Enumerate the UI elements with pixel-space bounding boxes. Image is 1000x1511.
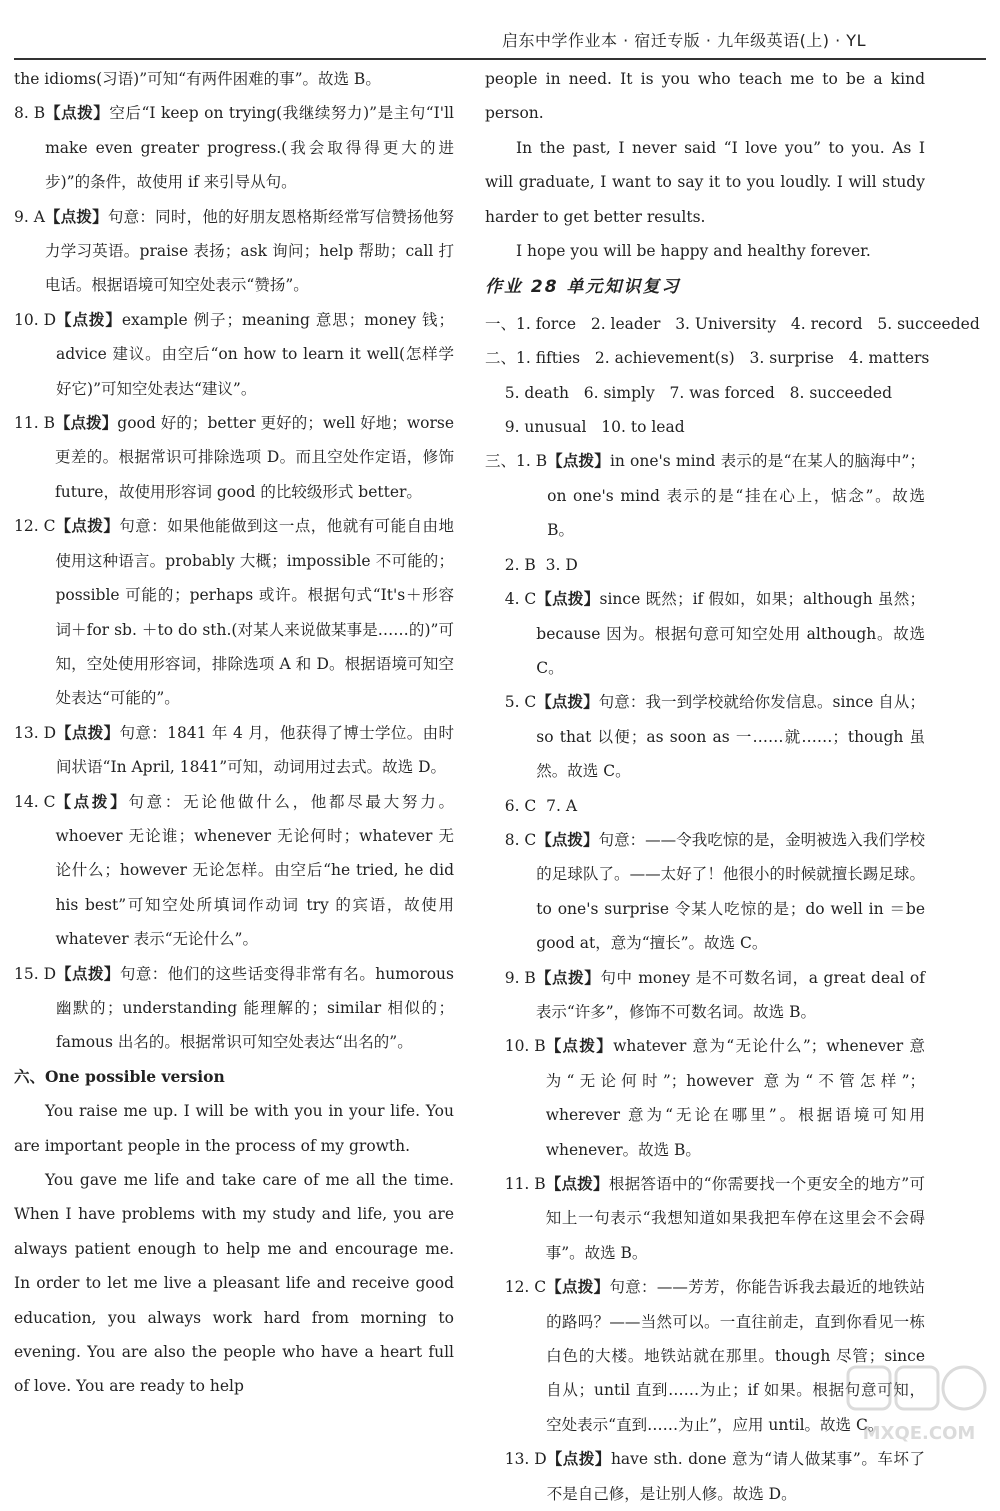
tip-label: 【点拨】: [55, 792, 129, 811]
answer-explanation: [546, 1167, 925, 1270]
right-column: [485, 62, 980, 1503]
answer-item: [485, 823, 925, 961]
explanation-text: 根据答语中的“你需要找一个更安全的地方”可知上一句表示“我想知道如果我把车停在这里会不会碍事”。故选 B。: [545, 1175, 925, 1262]
answer-number: 5. C: [485, 693, 537, 712]
explanation-text: example 例子；meaning 意思；money 钱；advice 建议。由空后“on how to learn it well(怎样学好它)”可知空处表达“建议”。: [56, 310, 454, 398]
answer-item: [485, 444, 925, 547]
page-header: [14, 0, 986, 60]
answer-explanation: [536, 823, 925, 961]
tip-label: 【点拨】: [546, 1278, 610, 1297]
answer-number: 6. C 7. A: [485, 796, 578, 815]
answer-explanation: [547, 1442, 925, 1511]
explanation-text: good 好的；better 更好的；well 好地；worse 更差的。根据常识可排除选项 D。而且空处作定语，修饰 future，故使用形容词 good 的比较级形式 better。: [54, 414, 454, 501]
tip-label: 【点拨】: [45, 104, 110, 123]
tip-label: 【点拨】: [536, 693, 599, 712]
explanation-text: 句意：——芳芳，你能告诉我去最近的地铁站的路吗？——当然可以。一直往前走，直到你看见一栋白色的大楼。地铁站就在那里。though 尽管；since 自从；until 直到……为止；if 如果。根据句意可知，空处表示“直到……为止”，应用 until。故选 C。: [546, 1278, 925, 1434]
explanation-text: since 既然；if 假如，如果；although 虽然；because 因为。根据句意可知空处用 although。故选 C。: [536, 590, 925, 677]
explanation-text: 空后“I keep on trying(我继续努力)”是主句“I'll make even greater progress.(我会取得得更大的进步)”的条件，故使用 if 来引导从句。: [45, 104, 454, 192]
svg-text:MXQE.COM: MXQE.COM: [862, 1423, 976, 1444]
answer-item: [14, 957, 454, 1060]
section1-answers: 一、1. force 2. leader 3. University 4. record 5. succeeded: [485, 314, 980, 333]
answer-item: [14, 716, 454, 785]
answer-number: 9. B: [485, 968, 536, 987]
answer-item: [485, 1029, 925, 1167]
answer-explanation: [536, 961, 925, 1030]
answer-number: 8. B: [14, 104, 46, 123]
answer-item: [14, 406, 454, 509]
section6-label: 六、One possible version: [14, 1066, 225, 1086]
answer-explanation: [536, 685, 925, 788]
answer-number: 11. B: [485, 1175, 546, 1193]
answer-explanation: [55, 509, 454, 715]
essay-paragraph-3: In the past, I never said “I love you” to you. As I will graduate, I want to say it to you loudly. I will study harder to get better results.: [485, 138, 925, 226]
explanation-text: 句意：他们的这些话变得非常有名。humorous 幽默的；understanding 能理解的；similar 相似的；famous 出名的。根据常识可知空处表达“出名的”。: [56, 964, 454, 1052]
section2-answers-a: 二、1. fifties 2. achievement(s) 3. surprise 4. matters: [485, 349, 930, 368]
answer-item: [14, 303, 454, 406]
answer-item: [14, 509, 454, 715]
answer-item: [485, 1167, 925, 1270]
tip-label: 【点拨】: [536, 830, 599, 849]
answer-item: [485, 789, 925, 823]
answer-item: [14, 200, 454, 303]
homework-title: 作业 28 单元知识复习: [485, 277, 681, 298]
answer-number: 13. D: [485, 1450, 547, 1469]
explanation-text: in one's mind 表示的是“在某人的脑海中”；on one's mind 表示的是“挂在心上，惦念”。故选 B。: [547, 452, 925, 540]
explanation-text: 句意：我一到学校就给你发信息。since 自从；so that 以便；as soon as 一……就……；though 虽然。故选 C。: [536, 693, 925, 781]
left-answer-list: [14, 96, 454, 1059]
section2-answers-b: 5. death 6. simply 7. was forced 8. succeeded: [485, 383, 893, 402]
answer-number: 15. D: [14, 964, 57, 983]
explanation-text: have sth. done 意为“请人做某事”。车坏了不是自己修，是让别人修。故选 D。: [546, 1450, 925, 1503]
answer-number: 11. B: [14, 414, 55, 433]
answer-explanation: [547, 444, 925, 547]
answer-explanation: [546, 1029, 925, 1167]
answer-explanation: [577, 789, 925, 823]
answer-explanation: [56, 303, 454, 406]
answer-explanation: [536, 582, 925, 685]
answer-number: 9. A: [14, 207, 45, 226]
tip-label: 【点拨】: [54, 414, 118, 433]
essay-paragraph-2: You gave me life and take care of me all the time. When I have problems with my study and life, you are always patient enough to help me and encourage me. In order to let me live a pleasant life and receive good education, you always work hard from morning to evening. You are also the people who have a heart full of love. You are ready to help: [14, 1171, 454, 1396]
answer-explanation: [56, 716, 454, 785]
explanation-text: 句意：1841 年 4 月，他获得了博士学位。由时间状语“In April, 1841”可知，动词用过去式。故选 D。: [56, 723, 454, 777]
answer-item: [14, 96, 454, 199]
left-column: [14, 62, 454, 1451]
essay-paragraph-1: You raise me up. I will be with you in your life. You are important people in the process of my growth.: [14, 1102, 454, 1155]
watermark-logo: [844, 1359, 994, 1447]
answer-explanation: [45, 96, 454, 199]
answer-item: [485, 1442, 925, 1511]
essay-continuation: people in need. It is you who teach me to be a kind person.: [485, 70, 925, 123]
section3-answer-list: [485, 444, 925, 1511]
tip-label: 【点拨】: [535, 968, 601, 987]
tip-label: 【点拨】: [546, 1450, 611, 1469]
answer-number: 4. C: [485, 590, 537, 609]
header-title: 启东中学作业本 · 宿迁专版 · 九年级英语(上) · YL: [502, 31, 866, 50]
answer-number: 12. C: [14, 517, 56, 536]
section2-answers-c: 9. unusual 10. to lead: [485, 418, 685, 437]
answer-explanation: [45, 200, 454, 303]
tip-label: 【点拨】: [56, 310, 122, 329]
answer-number: 12. C: [485, 1278, 547, 1297]
tip-label: 【点拨】: [55, 517, 120, 536]
tip-label: 【点拨】: [56, 964, 120, 983]
answer-item: [14, 785, 454, 957]
explanation-text: 句意：无论他做什么，他都尽最大努力。whoever 无论谁；whenever 无论何时；whatever 无论什么；however 无论怎样。由空后“he tried, he did his best”可知空处所填词作动词 try 的宾语，故使用 whatever 表示“无论什么”。: [55, 792, 454, 949]
tip-label: 【点拨】: [536, 590, 600, 609]
tip-label: 【点拨】: [545, 1037, 614, 1056]
answer-number: 10. B: [485, 1037, 546, 1056]
answer-item: [485, 685, 925, 788]
explanation-text: 句意：——令我吃惊的是，金明被选入我们学校的足球队了。——太好了！他很小的时候就擅长踢足球。to one's surprise 令某人吃惊的是；do well in ＝be good at，意为“擅长”。故选 C。: [536, 830, 925, 953]
tip-label: 【点拨】: [56, 723, 120, 742]
answer-explanation: [578, 548, 925, 582]
answer-number: 三、1. B: [485, 452, 548, 471]
answer-item: [485, 548, 925, 582]
answer-number: 8. C: [485, 830, 537, 849]
answer-explanation: [55, 785, 454, 957]
answer-explanation: [56, 957, 454, 1060]
tip-label: 【点拨】: [547, 452, 610, 471]
answer-item: [485, 582, 925, 685]
answer-number: 2. B 3. D: [485, 555, 578, 574]
answer-number: 13. D: [14, 723, 57, 742]
answer-item: [485, 961, 925, 1030]
explanation-text: 句意：如果他能做到这一点，他就有可能自由地使用这种语言。probably 大概；impossible 不可能的；possible 可能的；perhaps 或许。根据句式“It's＋形容词＋for sb. ＋to do sth.(对某人来说做某事是……的)”可知，空处使用形容词，排除选项 A 和 D。根据语境可知空处表达“可能的”。: [55, 517, 454, 708]
answer-explanation: [55, 406, 454, 509]
answer-number: 10. D: [14, 310, 57, 329]
tip-label: 【点拨】: [545, 1175, 609, 1193]
left-intro: the idioms(习语)”可知“有两件困难的事”。故选 B。: [14, 70, 381, 88]
explanation-text: whatever 意为“无论什么”；whenever 意为“无论何时”；however 意为“不管怎样”；wherever 意为“无论在哪里”。根据语境可知用 whenever。故选 B。: [545, 1037, 925, 1159]
tip-label: 【点拨】: [44, 207, 108, 226]
explanation-text: 句中 money 是不可数名词，a great deal of 表示“许多”，修饰不可数名词。故选 B。: [535, 968, 925, 1021]
answer-number: 14. C: [14, 792, 56, 811]
essay-paragraph-4: I hope you will be happy and healthy forever.: [516, 242, 871, 261]
explanation-text: 句意：同时，他的好朋友恩格斯经常写信赞扬他努力学习英语。praise 表扬；ask 询问；help 帮助；call 打电话。根据语境可知空处表示“赞扬”。: [44, 207, 454, 295]
